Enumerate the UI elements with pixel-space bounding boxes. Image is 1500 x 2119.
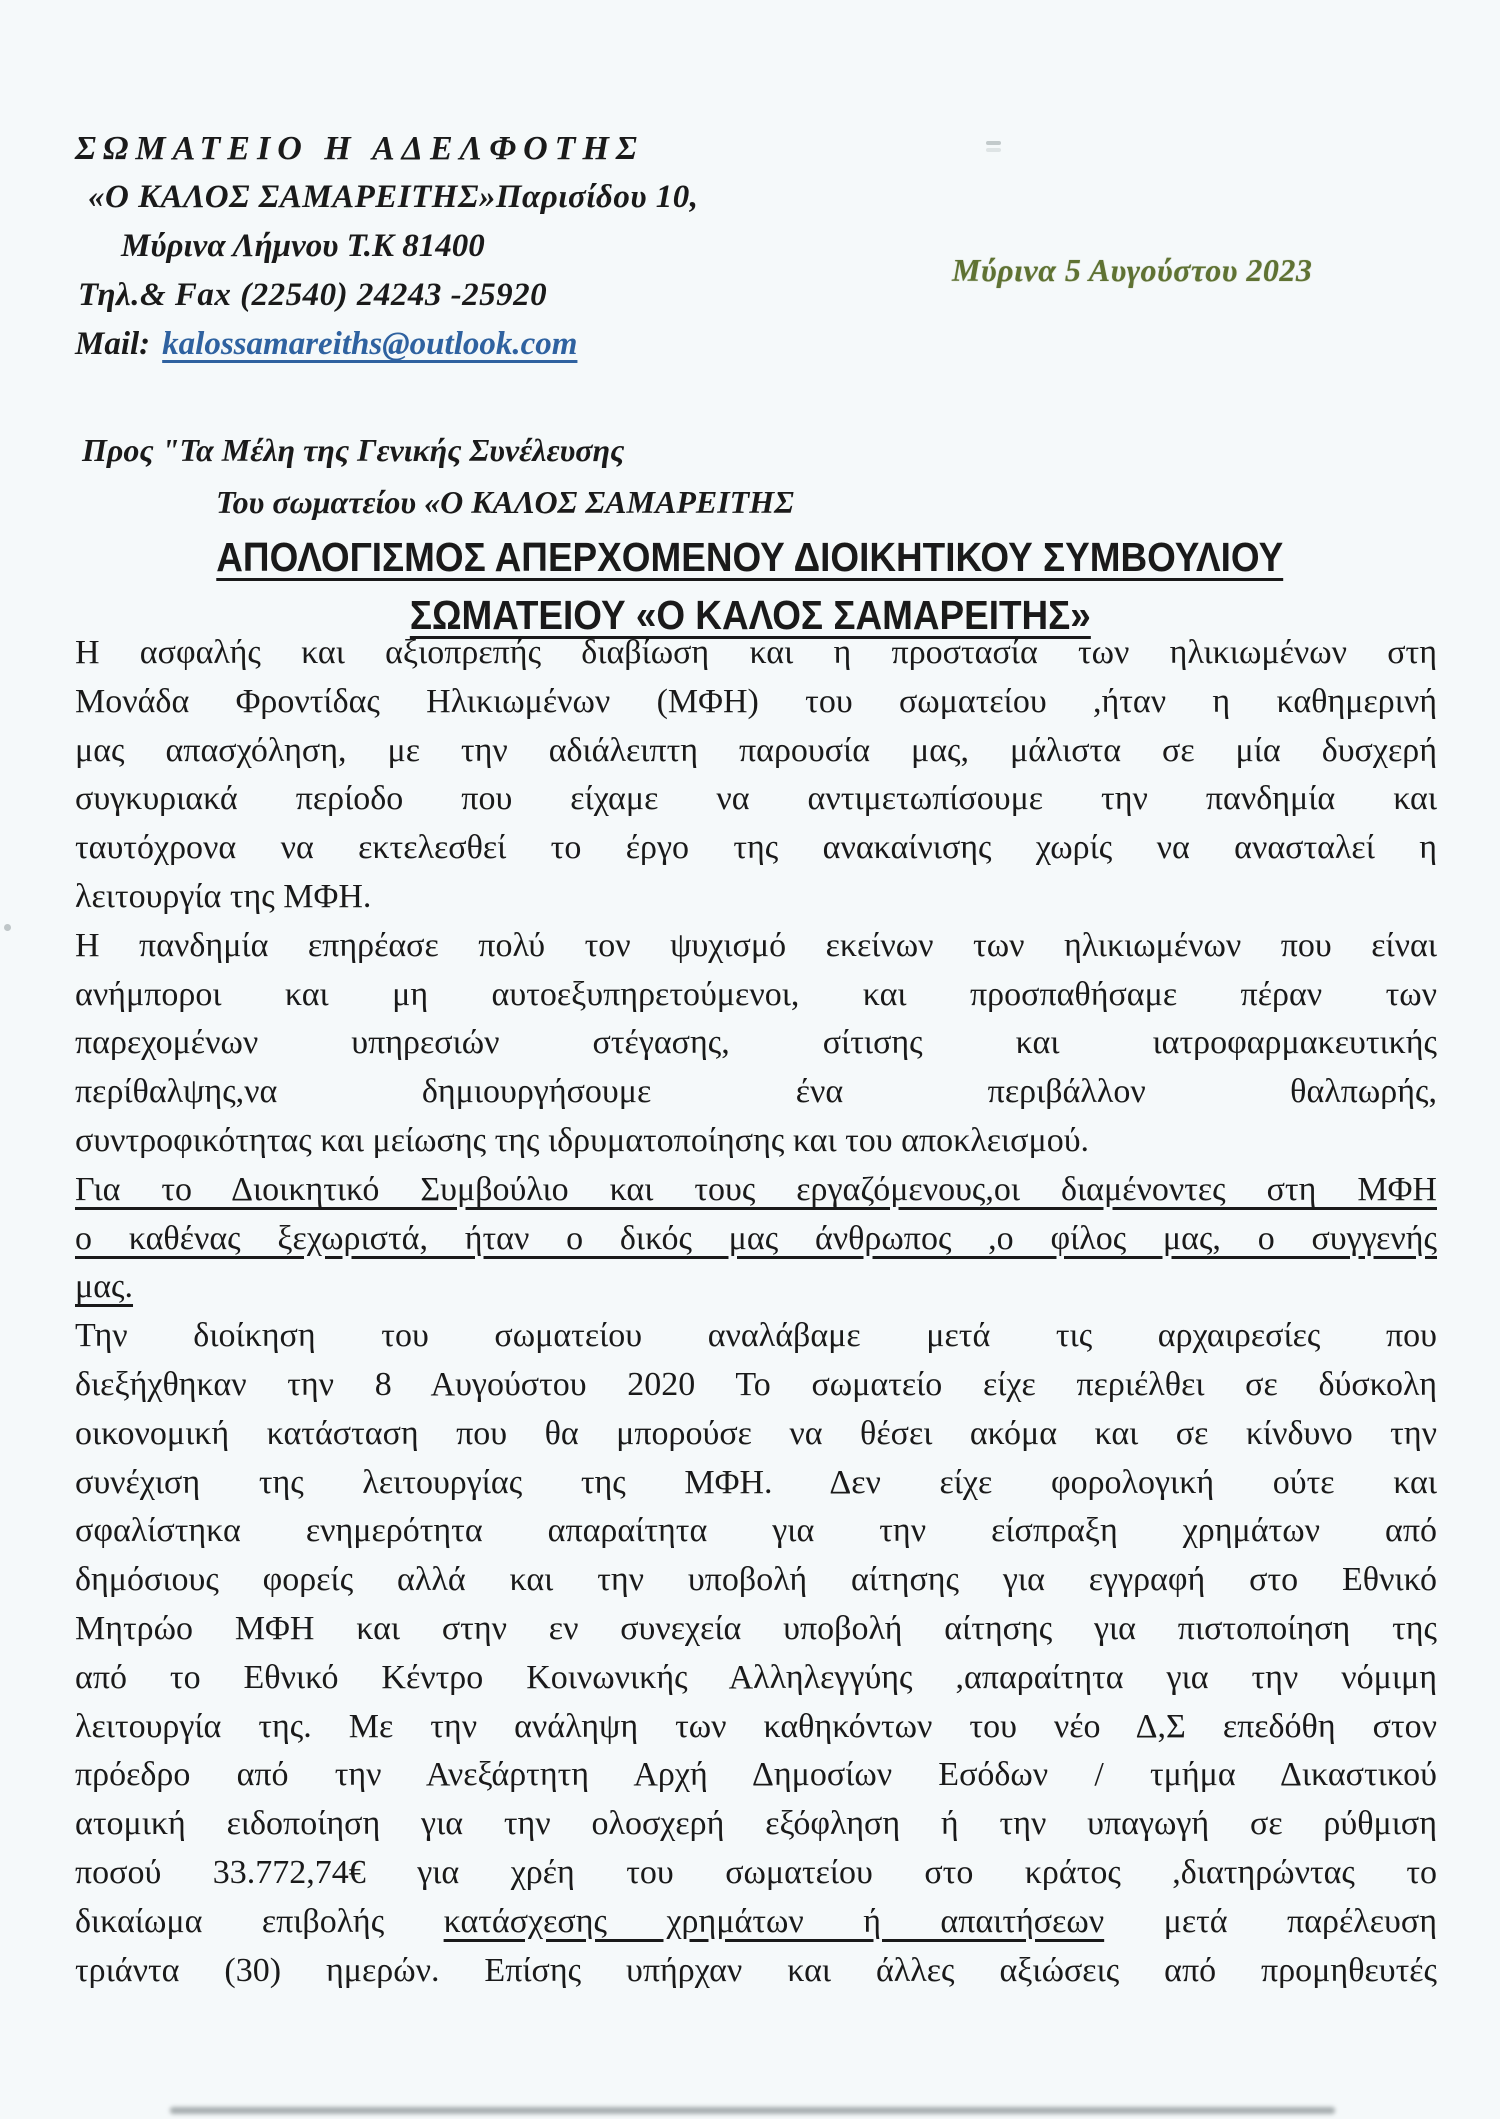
body-text xyxy=(75,629,1437,1995)
underlined-text: ο καθένας ξεχωριστά, ήταν ο δικός μας άνθρωπος ,ο φίλος μας, ο συγγενής xyxy=(75,1219,1437,1257)
body-line xyxy=(75,1947,1437,1996)
body-line xyxy=(75,1605,1437,1654)
body-line xyxy=(75,1459,1437,1508)
text: Η ασφαλής και αξιοπρεπής διαβίωση και η προστασία των ηλικιωμένων στη xyxy=(75,634,1437,671)
recipient-block xyxy=(82,424,794,528)
body-line xyxy=(75,1898,1437,1947)
text: οικονομική κατάσταση που θα μπορούσε να θέσει ακόμα και σε κίνδυνο την xyxy=(75,1414,1437,1452)
body-line xyxy=(75,1068,1437,1117)
body-line xyxy=(75,1361,1437,1410)
body-line xyxy=(75,1703,1437,1752)
letter-date: Μύρινα 5 Αυγούστου 2023 xyxy=(952,252,1313,288)
body-line xyxy=(75,922,1437,971)
body-line xyxy=(75,1166,1437,1215)
body-line xyxy=(75,678,1437,727)
body-line xyxy=(75,824,1437,873)
email-label: Mail: xyxy=(75,326,151,362)
body-line xyxy=(75,1215,1437,1264)
body-line xyxy=(75,1800,1437,1849)
underlined-text: κατάσχεσης χρημάτων ή απαιτήσεων xyxy=(443,1902,1105,1940)
body-line xyxy=(75,1556,1437,1605)
text: μας απασχόληση, με την αδιάλειπτη παρουσία μας, μάλιστα σε μία δυσχερή xyxy=(75,731,1437,769)
body-line xyxy=(75,971,1437,1020)
text: δημόσιους φορείς αλλά και την υποβολή αίτησης για εγγραφή στο Εθνικό xyxy=(75,1561,1437,1599)
text: Μονάδα Φροντίδας Ηλικιωμένων (ΜΦΗ) του σωματείου ,ήταν η καθημερινή xyxy=(75,682,1437,720)
underlined-text: Για το Διοικητικό Συμβούλιο και τους εργαζόμενους,οι διαμένοντες στη ΜΦΗ xyxy=(75,1170,1437,1208)
body-line xyxy=(75,1410,1437,1459)
letterhead xyxy=(75,124,698,369)
text: διεξήχθηκαν την 8 Αυγούστου 2020 Το σωματείο είχε περιέλθει σε δύσκολη xyxy=(75,1365,1437,1403)
body-line xyxy=(75,1312,1437,1361)
text: παρεχομένων υπηρεσιών στέγασης, σίτισης και ιατροφαρμακευτικής xyxy=(75,1024,1437,1062)
text: λειτουργία της ΜΦΗ. xyxy=(75,877,372,915)
text: Την διοίκηση του σωματείου αναλάβαμε μετά τις αρχαιρεσίες που xyxy=(75,1317,1437,1355)
text: Η πανδημία επηρέασε πολύ τον ψυχισμό εκείνων των ηλικιωμένων που είναι xyxy=(75,926,1437,964)
underlined-text: μας. xyxy=(75,1268,134,1306)
title-line-2: ΣΩΜΑΤΕΙΟΥ «Ο ΚΑΛΟΣ ΣΑΜΑΡΕΙΤΗΣ» xyxy=(409,592,1091,638)
org-city-postal: Μύρινα Λήμνου Τ.Κ 81400 xyxy=(121,228,485,264)
text: σφαλίστηκα ενημερότητα απαραίτητα για την είσπραξη χρημάτων από xyxy=(75,1512,1437,1550)
text: λειτουργία της. Με την ανάληψη των καθηκόντων του νέο Δ,Σ επεδόθη στον xyxy=(75,1707,1437,1745)
org-phone-fax: Τηλ.& Fax (22540) 24243 -25920 xyxy=(78,277,548,313)
text: ταυτόχρονα να εκτελεσθεί το έργο της ανακαίνισης χωρίς να ανασταλεί η xyxy=(75,829,1437,867)
title-line-1: ΑΠΟΛΟΓΙΣΜΟΣ ΑΠΕΡΧΟΜΕΝΟΥ ΔΙΟΙΚΗΤΙΚΟΥ ΣΥΜΒΟΥΛΙΟΥ xyxy=(216,534,1284,580)
body-line xyxy=(75,727,1437,776)
text: ανήμποροι και μη αυτοεξυπηρετούμενοι, και προσπαθήσαμε πέραν των xyxy=(75,975,1437,1013)
body-line xyxy=(75,775,1437,824)
text: συντροφικότητας και μείωσης της ιδρυματοποίησης και του αποκλεισμού. xyxy=(75,1121,1090,1159)
body-line xyxy=(75,873,1437,922)
text: ατομική ειδοποίηση για την ολοσχερή εξόφληση ή την υπαγωγή σε ρύθμιση xyxy=(75,1805,1437,1843)
text: συγκυριακά περίοδο που είχαμε να αντιμετωπίσουμε την πανδημία και xyxy=(75,780,1437,818)
text: τριάντα (30) ημερών. Επίσης υπήρχαν και άλλες αξιώσεις από προμηθευτές xyxy=(75,1951,1437,1989)
org-title-street: «Ο ΚΑΛΟΣ ΣΑΜΑΡΕΙΤΗΣ»Παρισίδου 10, xyxy=(88,179,699,215)
body-line xyxy=(75,1507,1437,1556)
org-email-row xyxy=(75,320,698,369)
body-line xyxy=(75,1751,1437,1800)
org-name: ΣΩΜΑΤΕΙΟ Η ΑΔΕΛΦΟΤΗΣ xyxy=(75,130,644,167)
body-line xyxy=(75,1849,1437,1898)
text: μετά παρέλευση xyxy=(1104,1902,1437,1940)
email-link[interactable]: kalossamareiths@outlook.com xyxy=(162,326,578,362)
body-line xyxy=(75,629,1437,678)
document-title xyxy=(0,528,1500,644)
text: ποσού 33.772,74€ για χρέη του σωματείου στο κράτος ,διατηρώντας το xyxy=(75,1853,1437,1891)
body-line xyxy=(75,1654,1437,1703)
body-line xyxy=(75,1263,1437,1312)
text: πρόεδρο από την Ανεξάρτητη Αρχή Δημοσίων Εσόδων / τμήμα Δικαστικού xyxy=(75,1756,1437,1794)
recipient-line-2: Του σωματείου «Ο ΚΑΛΟΣ ΣΑΜΑΡΕΙΤΗΣ xyxy=(216,484,794,520)
body-line xyxy=(75,1117,1437,1166)
text: δικαίωμα επιβολής xyxy=(75,1902,444,1940)
recipient-line-1: Προς "Τα Μέλη της Γενικής Συνέλευσης xyxy=(82,432,625,468)
text: από το Εθνικό Κέντρο Κοινωνικής Αλληλεγγύης ,απαραίτητα για την νόμιμη xyxy=(75,1658,1437,1696)
scan-bottom-shadow xyxy=(170,2107,1335,2114)
scan-artifact-dot xyxy=(4,924,11,931)
body-line xyxy=(75,1019,1437,1068)
text: συνέχιση της λειτουργίας της ΜΦΗ. Δεν είχε φορολογική ούτε και xyxy=(75,1463,1437,1501)
scan-artifact-mark xyxy=(986,141,1001,145)
text: Μητρώο ΜΦΗ και στην εν συνεχεία υποβολή αίτησης για πιστοποίηση της xyxy=(75,1609,1437,1647)
text: περίθαλψης,να δημιουργήσουμε ένα περιβάλλον θαλπωρής, xyxy=(75,1073,1437,1111)
